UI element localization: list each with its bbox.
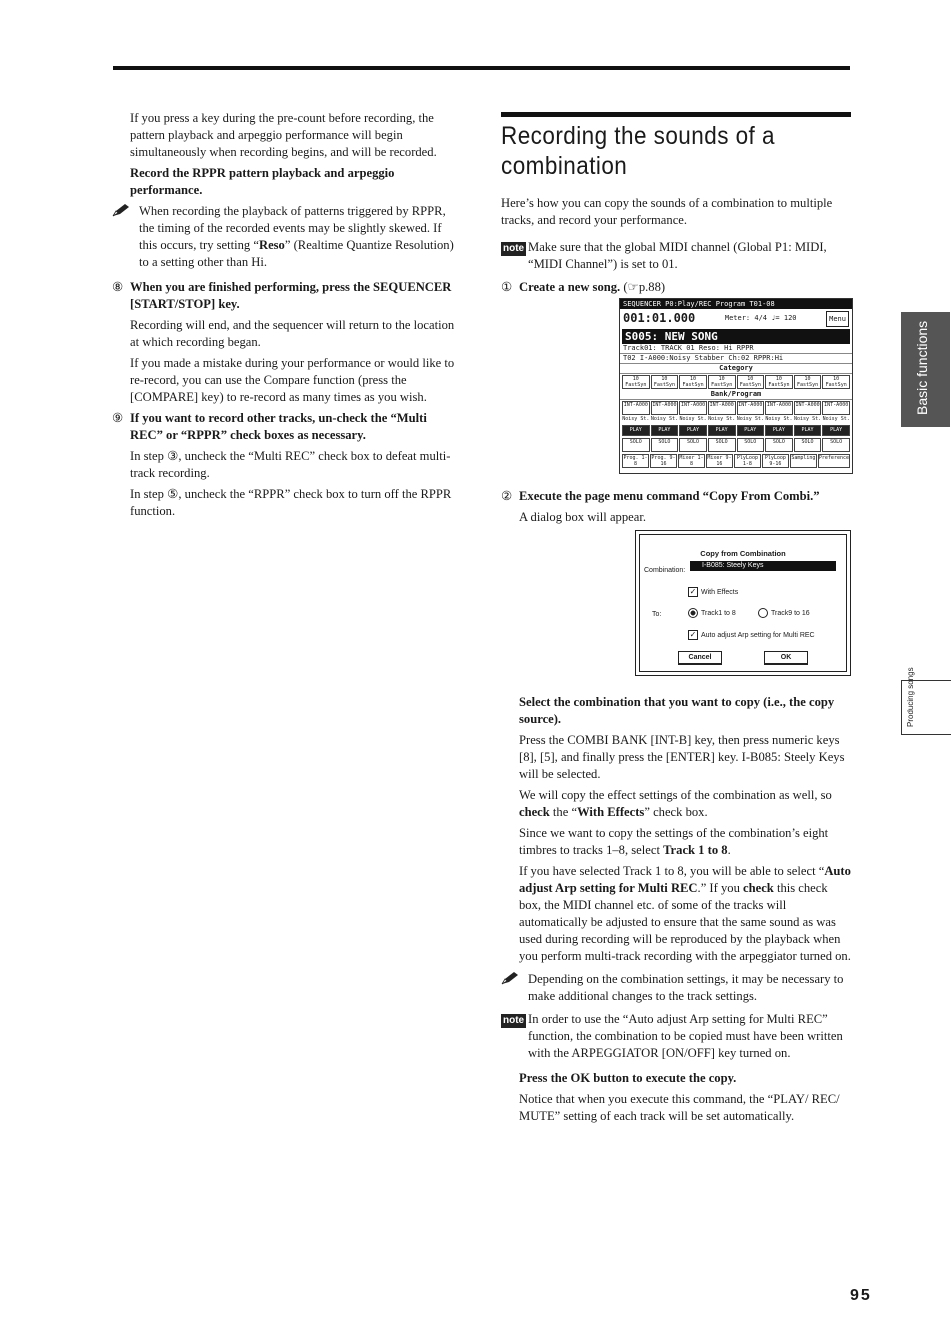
text: the “ (549, 805, 578, 819)
paragraph (501, 825, 851, 859)
page-tab[interactable]: Sampling (790, 454, 817, 468)
program-name: Noisy St. (822, 416, 850, 422)
page-tab-grid (620, 453, 852, 469)
page-tab[interactable]: PlyLoop 9-16 (762, 454, 789, 468)
program-name: Noisy St. (794, 416, 822, 422)
checkbox-checked[interactable]: ✓ (689, 630, 697, 640)
combination-value: I-B085: Steely Keys (702, 562, 764, 569)
bold-text: check (519, 805, 550, 819)
solo-button[interactable]: SOLO (622, 438, 650, 452)
caution-text: When recording the playback of patterns triggered by RPPR, the timing of the recorded events may be slightly skewed. If this occurs, try setting “ (139, 204, 446, 252)
bank-grid (620, 400, 852, 416)
ok-button[interactable]: OK (764, 651, 808, 665)
dialog-title: Copy from Combination (700, 549, 786, 558)
bold-paragraph: Select the combination that you want to copy (i.e., the copy source). (519, 695, 835, 726)
category-cell[interactable]: 10 FastSyn (651, 375, 679, 389)
step-number: ⑨ (112, 411, 124, 425)
tab-label: Producing songs (906, 667, 915, 727)
track9-16-label: Track9 to 16 (771, 610, 810, 617)
bank-cell[interactable]: INT-A000 (794, 401, 822, 415)
category-cell[interactable]: 10 FastSyn (765, 375, 793, 389)
program-name: Noisy St. (736, 416, 764, 422)
text: .” If you (697, 881, 744, 895)
right-column (501, 112, 851, 1129)
note-icon: note (503, 243, 525, 254)
note-text: In order to use the “Auto adjust Arp setting for Multi REC” function, the combination to be copied must have been written with the ARPEGGIATOR [ON/OFF] key turned on. (528, 1012, 843, 1060)
text: ” check box. (644, 805, 708, 819)
solo-button[interactable]: SOLO (737, 438, 765, 452)
radio-unselected[interactable] (758, 608, 768, 618)
sequencer-screen (619, 298, 853, 474)
solo-button[interactable]: SOLO (765, 438, 793, 452)
solo-grid (620, 437, 852, 453)
combination-select[interactable] (690, 561, 836, 571)
tab-label: Basic functions (914, 320, 930, 415)
bold-text: Auto adjust Arp setting for Multi REC (519, 864, 851, 895)
text: this check box, the MIDI channel etc. of some of the tracks will automatically be adjusted to ensure that the same sound as was used during recording will be reproduced by the playback when you perform multi-track recording with the arpeggiator turned on. (519, 881, 851, 963)
note-block (501, 239, 851, 273)
page-tab[interactable]: Prog. 1-8 (623, 455, 648, 467)
step-number: ① (501, 280, 513, 294)
pencil-icon (112, 203, 139, 271)
screen-header: SEQUENCER P0:Play/REC Program T01-08 (620, 299, 852, 309)
paragraph: In step ⑤, uncheck the “RPPR” check box to turn off the RPPR function. (130, 487, 452, 518)
note-icon: note (503, 1015, 525, 1026)
program-name: Noisy St. (708, 416, 736, 422)
auto-adjust-label: Auto adjust Arp setting for Multi REC (701, 632, 815, 639)
step-9 (112, 410, 462, 444)
track9-16-radio[interactable] (758, 605, 810, 622)
category-cell[interactable]: 10 FastSyn (794, 375, 822, 389)
bank-cell[interactable]: INT-A000 (679, 401, 707, 415)
top-rule (113, 66, 850, 70)
paragraph: Notice that when you execute this command, the “PLAY/ REC/ MUTE” setting of each track will be set automatically. (519, 1092, 840, 1123)
text: We will copy the effect settings of the combination as well, so (519, 788, 832, 802)
solo-button[interactable]: SOLO (822, 438, 850, 452)
caution-text: Depending on the combination settings, it may be necessary to make additional changes to the track settings. (528, 972, 844, 1003)
play-button[interactable]: PLAY (679, 425, 707, 436)
category-label: Category (620, 364, 852, 374)
paragraph: In step ③, uncheck the “Multi REC” check box to defeat multi-track recording. (130, 449, 451, 480)
play-button[interactable]: PLAY (737, 425, 765, 436)
bold-text: Track 1 to 8 (663, 843, 728, 857)
left-column (112, 110, 462, 524)
caution-term: Reso (258, 238, 285, 252)
bold-paragraph: Press the OK button to execute the copy. (519, 1071, 737, 1085)
category-cell[interactable]: 10 FastSyn (737, 375, 765, 389)
category-grid (620, 374, 852, 390)
category-cell[interactable]: 10 FastSyn (622, 375, 650, 389)
track-select-row: T02 I-A000:Noisy Stabber Ch:02 RPPR:Hi (620, 354, 852, 364)
page-tab[interactable]: PlyLoop 1-8 (734, 454, 761, 468)
category-cell[interactable]: 10 FastSyn (679, 375, 707, 389)
solo-button[interactable]: SOLO (679, 438, 707, 452)
bank-program-label: Bank/Program (620, 390, 852, 400)
bank-cell[interactable]: INT-A000 (651, 401, 679, 415)
category-cell[interactable]: 10 FastSyn (708, 375, 736, 389)
track1-8-radio[interactable] (688, 605, 736, 622)
note-block (501, 1011, 851, 1062)
note-text: Make sure that the global MIDI channel (Global P1: MIDI, “MIDI Channel”) is set to 01. (528, 240, 827, 271)
step-8 (112, 279, 462, 313)
section-title: Recording the sounds of a combination (501, 122, 775, 180)
play-button[interactable]: PLAY (651, 425, 679, 436)
section-tab-producing-songs[interactable] (901, 667, 951, 735)
text: . (727, 843, 731, 857)
auto-adjust-checkbox[interactable] (688, 627, 815, 644)
caution-block (112, 203, 462, 271)
page-reference: (☞p.88) (620, 280, 666, 294)
with-effects-checkbox[interactable] (688, 584, 738, 601)
paragraph: If you made a mistake during your performance or would like to re-record, you can use the Compare function (press the [COMPARE] key) to re-record as many times as you wish. (130, 356, 455, 404)
program-name: Noisy St. (679, 416, 707, 422)
bank-cell[interactable]: INT-A000 (737, 401, 765, 415)
bank-cell[interactable]: INT-A000 (822, 401, 850, 415)
checkbox-checked[interactable]: ✓ (689, 587, 697, 597)
solo-button[interactable]: SOLO (794, 438, 822, 452)
track-row: Track01: TRACK 01 Reso: Hi RPPR (620, 344, 852, 354)
page-tab[interactable]: Mixer 1-8 (679, 455, 704, 467)
program-name: Noisy St. (622, 416, 650, 422)
bank-cell[interactable]: INT-A000 (622, 401, 650, 415)
solo-button[interactable]: SOLO (651, 438, 679, 452)
to-label: To: (652, 611, 662, 618)
play-button[interactable]: PLAY (822, 425, 850, 436)
copy-from-combination-dialog (635, 530, 851, 676)
step-heading: When you are finished performing, press the SEQUENCER [START/STOP] key. (130, 280, 452, 311)
step-heading: If you want to record other tracks, un-check the “Multi REC” or “RPPR” check boxes as necessary. (130, 411, 427, 442)
location-readout: 001:01.000 (623, 311, 696, 325)
bold-paragraph: Record the RPPR pattern playback and arpeggio performance. (130, 166, 395, 197)
step-1 (501, 279, 851, 296)
page-number: 95 (850, 1287, 872, 1304)
step-2 (501, 488, 851, 505)
category-cell[interactable]: 10 FastSyn (822, 375, 850, 389)
combination-label: Combination: (644, 567, 686, 574)
text: If you have selected Track 1 to 8, you will be able to select “ (519, 864, 825, 878)
track1-8-label: Track1 to 8 (701, 610, 736, 617)
song-name: S005: NEW SONG (622, 329, 850, 344)
play-button[interactable]: PLAY (622, 425, 650, 436)
step-number: ② (501, 489, 513, 503)
bank-cell[interactable]: INT-A000 (765, 401, 793, 415)
radio-selected[interactable] (688, 608, 698, 618)
paragraph: Press the COMBI BANK [INT-B] key, then press numeric keys [8], [5], and finally press the [ENTER] key. I-B085: Steely Keys will be selected. (519, 733, 845, 781)
solo-button[interactable]: SOLO (708, 438, 736, 452)
paragraph: A dialog box will appear. (519, 510, 646, 524)
text: Since we want to copy the settings of the combination’s eight timbres to tracks 1–8, select (519, 826, 829, 857)
meter-tempo: Meter: 4/4 ♩= 120 (724, 314, 797, 322)
program-name-grid (620, 416, 852, 424)
with-effects-label: With Effects (701, 589, 739, 596)
intro-paragraph: Here’s how you can copy the sounds of a combination to multiple tracks, and record your performance. (501, 196, 833, 227)
play-button[interactable]: PLAY (794, 425, 822, 436)
menu-button[interactable]: Menu (826, 311, 849, 327)
bold-text: check (743, 881, 774, 895)
page-tab[interactable]: Prog. 9-16 (651, 455, 676, 467)
bank-cell[interactable]: INT-A000 (708, 401, 736, 415)
paragraph: Recording will end, and the sequencer will return to the location at which recording began. (130, 318, 455, 349)
step-heading: Create a new song. (519, 280, 621, 294)
bold-text: With Effects (577, 805, 645, 819)
page-tab[interactable]: Mixer 9-16 (707, 455, 732, 467)
cancel-button[interactable]: Cancel (678, 651, 722, 665)
play-button[interactable]: PLAY (708, 425, 736, 436)
paragraph (501, 787, 851, 821)
play-grid (620, 424, 852, 437)
paragraph (501, 863, 851, 965)
step-number: ⑧ (112, 280, 124, 294)
program-name: Noisy St. (765, 416, 793, 422)
paragraph: If you press a key during the pre-count before recording, the pattern playback and arpeggio performance will begin simultaneously when recording begins, and will be recorded. (130, 111, 437, 159)
step-heading: Execute the page menu command “Copy From Combi.” (519, 489, 820, 503)
program-name: Noisy St. (650, 416, 678, 422)
play-button[interactable]: PLAY (765, 425, 793, 436)
page-tab[interactable]: Preference (818, 454, 850, 468)
title-rule (501, 112, 851, 117)
section-tab-basic-functions[interactable] (901, 312, 950, 427)
caution-block (501, 971, 851, 1005)
caution-text: ” (Realtime Quantize Resolution) to a setting other than Hi. (139, 238, 454, 269)
pencil-icon (501, 971, 528, 1005)
